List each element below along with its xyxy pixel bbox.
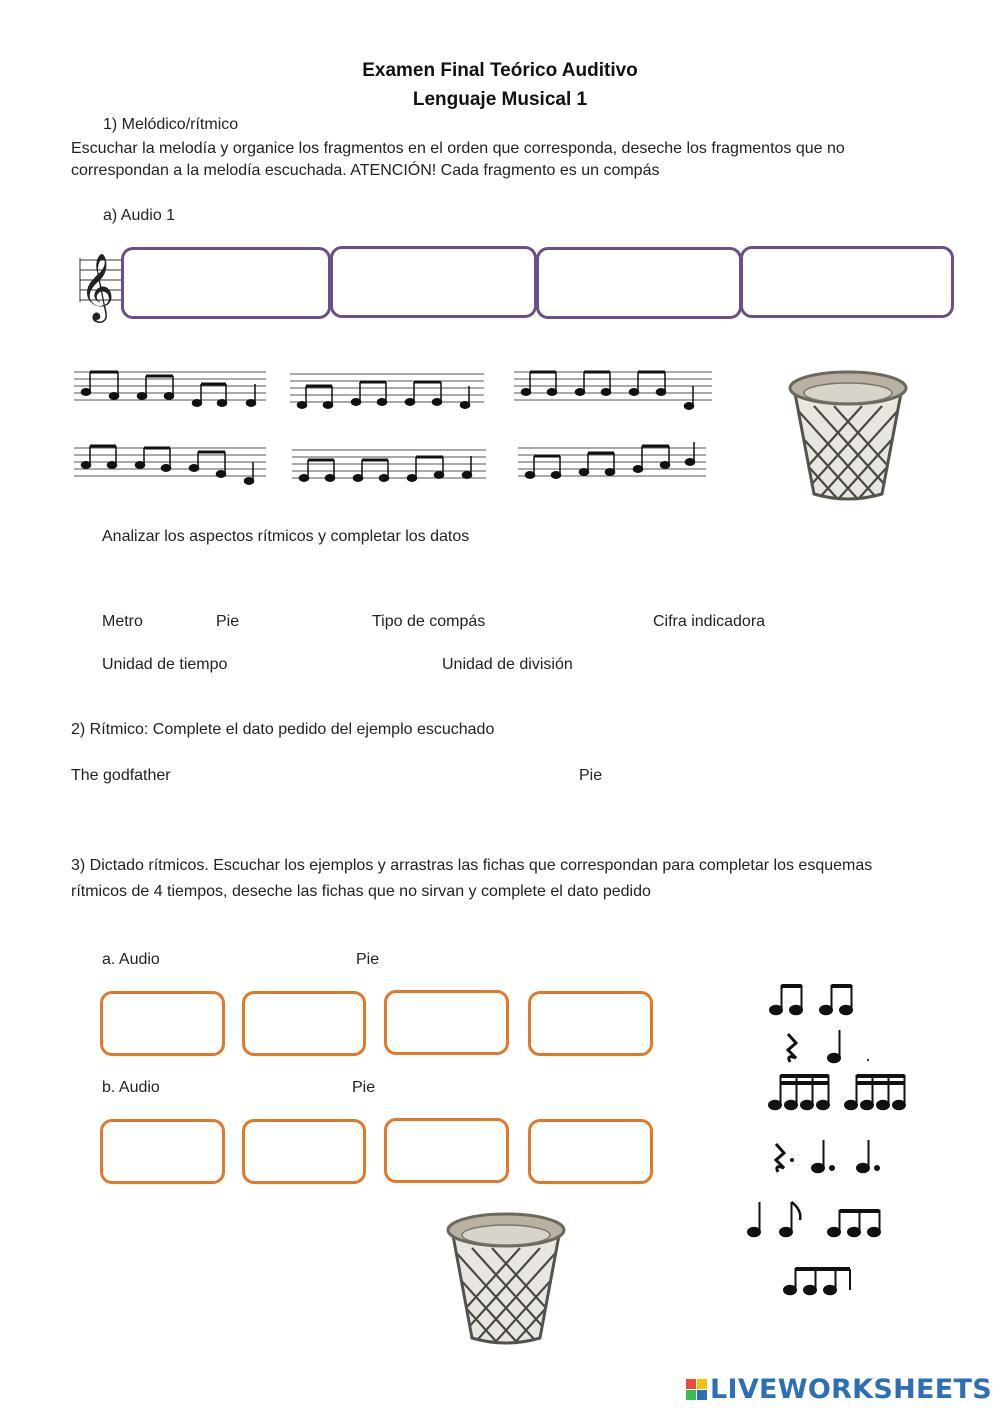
rhythm-b-box-3[interactable] <box>384 1118 509 1183</box>
melody-fragment-5[interactable] <box>292 444 488 494</box>
audio-b-pie-label: Pie <box>352 1079 376 1096</box>
page-subtitle: Lenguaje Musical 1 <box>412 89 588 110</box>
label-cifra-indicadora: Cifra indicadora <box>653 613 766 630</box>
melody-drop-box-3[interactable] <box>536 247 742 319</box>
wastebasket-icon[interactable] <box>784 366 912 504</box>
rhythm-tile-two-eighth-pairs[interactable] <box>766 982 866 1018</box>
melody-fragment-4[interactable] <box>74 440 268 490</box>
melody-drop-box-2[interactable] <box>330 246 537 318</box>
rhythm-b-box-2[interactable] <box>242 1119 366 1184</box>
label-metro: Metro <box>102 613 143 630</box>
section1-instructions-1: Escuchar la melodía y organice los fragmentos en el orden que corresponda, deseche los fragmentos que no <box>71 140 845 157</box>
audio-a-pie-label: Pie <box>356 951 380 968</box>
dotted-rest-icon <box>776 1144 784 1172</box>
analyze-prompt: Analizar los aspectos rítmicos y completar los datos <box>102 528 470 545</box>
rhythm-a-box-4[interactable] <box>528 991 653 1056</box>
section2-heading: 2) Rítmico: Complete el dato pedido del ejemplo escuchado <box>71 721 495 738</box>
treble-clef-icon: 𝄞 <box>80 252 115 320</box>
wastebasket-icon[interactable] <box>442 1208 570 1348</box>
label-pie: Pie <box>216 613 240 630</box>
audio-b-label[interactable]: b. Audio <box>102 1079 160 1096</box>
page-title: Examen Final Teórico Auditivo <box>362 60 638 81</box>
rhythm-tile-three-eighths[interactable] <box>780 1262 856 1300</box>
section1-heading: 1) Melódico/rítmico <box>103 116 239 133</box>
melody-drop-box-4[interactable] <box>740 246 954 318</box>
rhythm-tile-rest-quarter[interactable] <box>774 1028 874 1066</box>
section2-pie-label: Pie <box>579 767 603 784</box>
section1-instructions-2: correspondan a la melodía escuchada. ATENCIÓN! Cada fragmento es un compás <box>71 162 660 179</box>
rhythm-a-box-3[interactable] <box>384 990 509 1055</box>
rhythm-tile-sixteenths[interactable] <box>766 1072 914 1114</box>
label-unidad-tiempo: Unidad de tiempo <box>102 656 228 673</box>
audio1-label[interactable]: a) Audio 1 <box>103 207 176 224</box>
section3-heading-2: rítmicos de 4 tiempos, deseche las fichas que no sirvan y complete el dato pedido <box>71 883 651 900</box>
rhythm-b-box-4[interactable] <box>528 1119 653 1184</box>
melody-fragment-1[interactable] <box>74 364 268 414</box>
audio-a-label[interactable]: a. Audio <box>102 951 160 968</box>
song-label[interactable]: The godfather <box>71 767 171 784</box>
melody-fragment-3[interactable] <box>514 364 714 414</box>
section3-heading-1: 3) Dictado rítmicos. Escuchar los ejemplos y arrastras las fichas que correspondan para completar los esquemas <box>71 857 873 874</box>
rhythm-a-box-1[interactable] <box>100 991 225 1056</box>
label-tipo-compas: Tipo de compás <box>372 613 486 630</box>
rhythm-tile-quarter-eighth-triplet[interactable] <box>744 1200 896 1242</box>
melody-drop-box-1[interactable] <box>121 247 331 319</box>
rhythm-tile-dotted[interactable] <box>770 1138 890 1178</box>
quarter-rest-icon <box>788 1034 796 1062</box>
liveworksheets-brand[interactable] <box>686 1374 992 1405</box>
rhythm-a-box-2[interactable] <box>242 991 366 1056</box>
melody-fragment-2[interactable] <box>290 368 486 418</box>
rhythm-b-box-1[interactable] <box>100 1119 225 1184</box>
label-unidad-division: Unidad de división <box>442 656 573 673</box>
brand-text: LIVEWORKSHEETS <box>709 1374 992 1405</box>
melody-fragment-6[interactable] <box>518 440 708 490</box>
liveworksheets-logo-icon <box>686 1379 707 1400</box>
